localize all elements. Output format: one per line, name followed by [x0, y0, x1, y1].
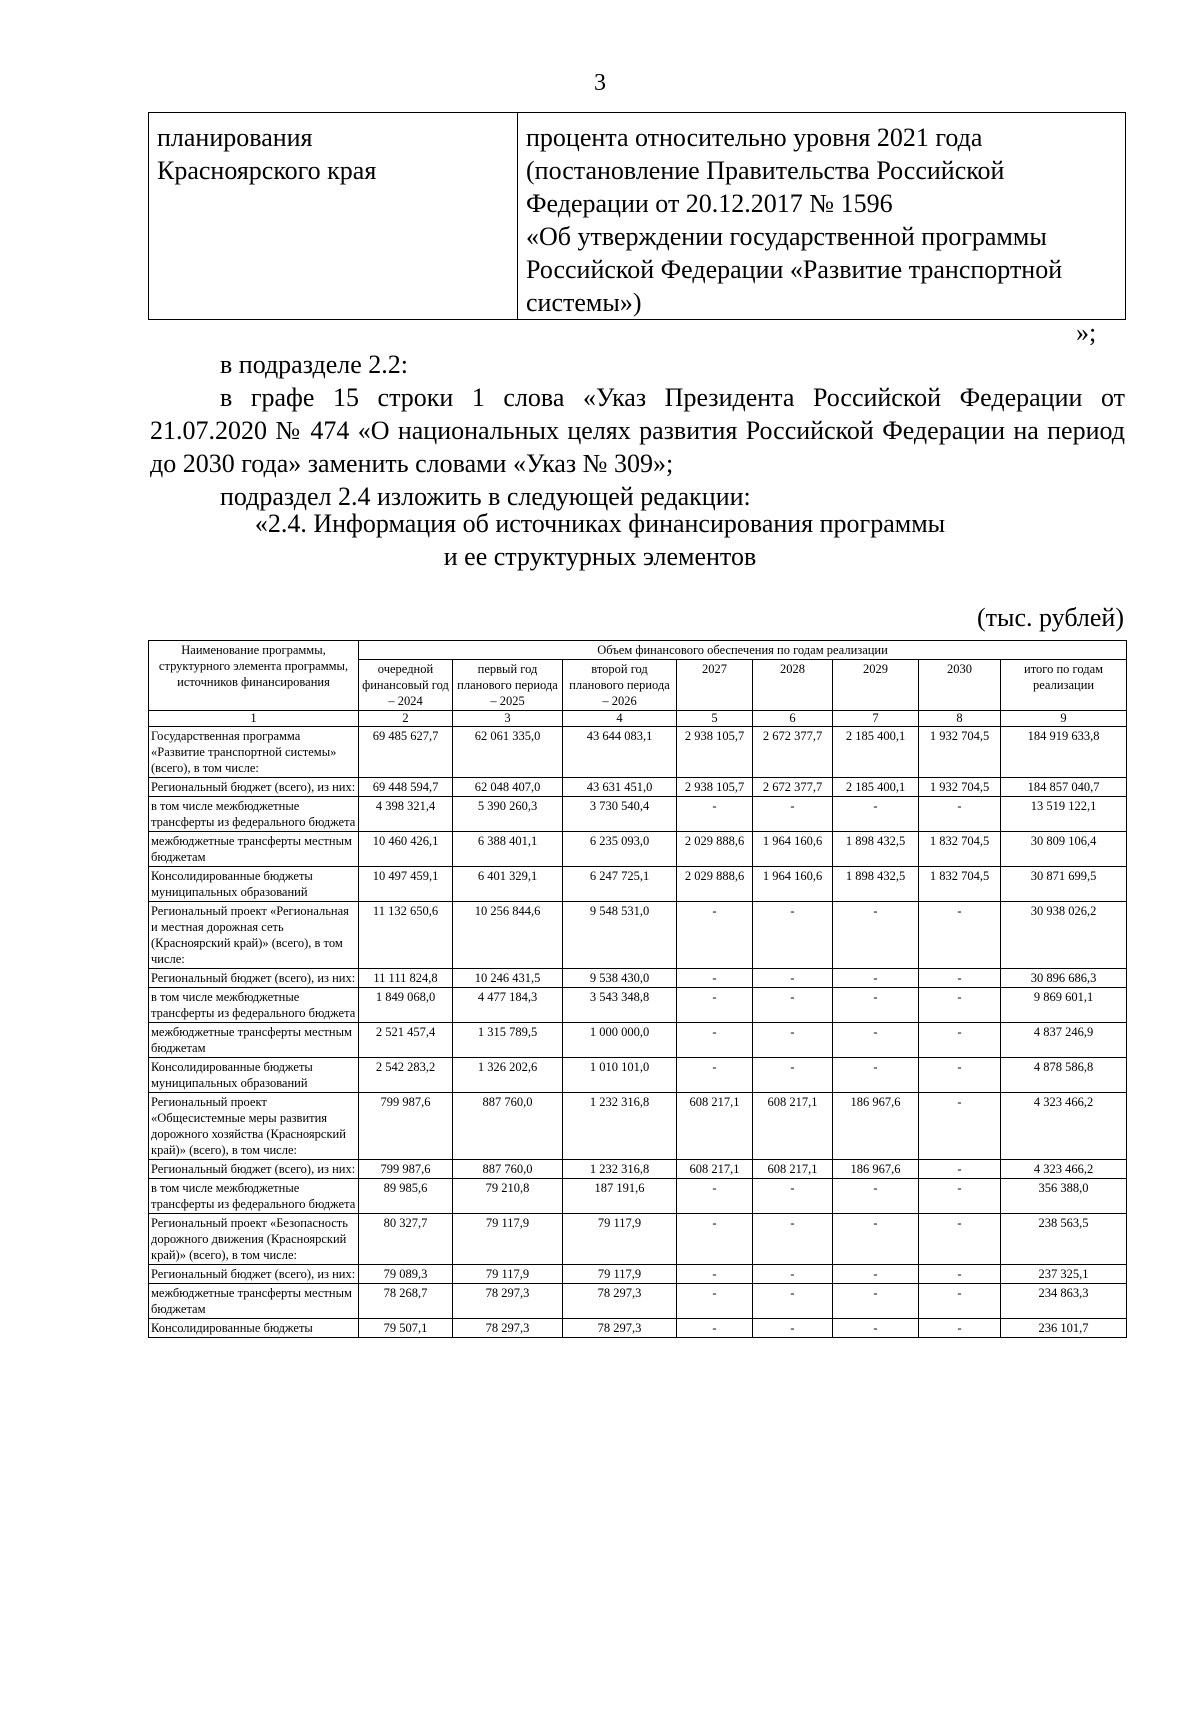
row-value: -: [753, 1214, 833, 1265]
row-value: -: [753, 1319, 833, 1338]
row-value: 89 985,6: [359, 1179, 453, 1214]
row-value: 799 987,6: [359, 1093, 453, 1160]
row-value: -: [919, 1179, 1001, 1214]
column-index: 9: [1001, 711, 1127, 727]
table-row: [149, 1284, 1127, 1319]
row-value: 11 111 824,8: [359, 969, 453, 988]
continuation-right-line: Федерации от 20.12.2017 № 1596: [526, 189, 893, 218]
table-row: [149, 1265, 1127, 1284]
row-value: -: [919, 1160, 1001, 1179]
row-name: Региональный бюджет (всего), из них:: [149, 969, 359, 988]
row-value: 1 315 789,5: [453, 1023, 563, 1058]
row-name: Консолидированные бюджеты: [149, 1319, 359, 1338]
row-value: -: [919, 1214, 1001, 1265]
row-total: 30 809 106,4: [1001, 832, 1127, 867]
row-value: 2 185 400,1: [833, 727, 919, 778]
row-value: -: [833, 1179, 919, 1214]
row-value: -: [753, 902, 833, 969]
continuation-right-line: системы»): [526, 288, 642, 317]
row-value: -: [677, 1265, 753, 1284]
row-value: 2 185 400,1: [833, 778, 919, 797]
row-value: 3 543 348,8: [563, 988, 677, 1023]
row-value: 1 232 316,8: [563, 1160, 677, 1179]
table-row: [149, 1179, 1127, 1214]
row-value: -: [919, 988, 1001, 1023]
column-index: 3: [453, 711, 563, 727]
row-name: в том числе межбюджетные трансферты из федерального бюджета: [149, 988, 359, 1023]
continuation-right-line: процента относительно уровня 2021 года: [526, 123, 983, 152]
row-value: 69 448 594,7: [359, 778, 453, 797]
row-name: Государственная программа «Развитие транспортной системы» (всего), в том числе:: [149, 727, 359, 778]
row-value: 608 217,1: [677, 1160, 753, 1179]
row-value: -: [753, 1058, 833, 1093]
row-value: -: [833, 1058, 919, 1093]
row-value: 2 938 105,7: [677, 778, 753, 797]
header-year: второй год планового периода – 2026: [563, 660, 677, 711]
paragraph-column-15: в графе 15 строки 1 слова «Указ Президента Российской Федерации от 21.07.2020 № 474 «О национальных целях развития Российской Федерации на период до 2030 года» заменить словами «Указ № 309»;: [150, 383, 1125, 478]
row-value: -: [677, 969, 753, 988]
financing-table: [148, 640, 1127, 1338]
row-value: 2 672 377,7: [753, 778, 833, 797]
continuation-left-cell: [149, 113, 518, 320]
row-value: 608 217,1: [677, 1093, 753, 1160]
row-value: -: [833, 1319, 919, 1338]
row-value: -: [833, 1265, 919, 1284]
row-value: 4 477 184,3: [453, 988, 563, 1023]
column-index: 8: [919, 711, 1001, 727]
row-name: межбюджетные трансферты местным бюджетам: [149, 1284, 359, 1319]
row-value: 79 210,8: [453, 1179, 563, 1214]
table-row: [149, 778, 1127, 797]
header-total: итого по годам реализации: [1001, 660, 1127, 711]
row-name: в том числе межбюджетные трансферты из федерального бюджета: [149, 1179, 359, 1214]
row-value: 78 297,3: [453, 1319, 563, 1338]
row-value: 5 390 260,3: [453, 797, 563, 832]
row-value: -: [677, 1319, 753, 1338]
row-value: -: [919, 1265, 1001, 1284]
row-value: 9 548 531,0: [563, 902, 677, 969]
row-total: 30 896 686,3: [1001, 969, 1127, 988]
table-row: [149, 988, 1127, 1023]
row-value: -: [833, 797, 919, 832]
row-value: 79 117,9: [453, 1265, 563, 1284]
row-value: 186 967,6: [833, 1160, 919, 1179]
row-value: -: [919, 1093, 1001, 1160]
continuation-right-line: (постановление Правительства Российской: [526, 156, 1005, 185]
row-value: 6 401 329,1: [453, 867, 563, 902]
row-name: Региональный бюджет (всего), из них:: [149, 1265, 359, 1284]
row-value: 2 029 888,6: [677, 867, 753, 902]
row-name: межбюджетные трансферты местным бюджетам: [149, 832, 359, 867]
table-row: [149, 1214, 1127, 1265]
row-value: 887 760,0: [453, 1160, 563, 1179]
continuation-right-cell: [518, 113, 1126, 320]
row-value: -: [919, 1058, 1001, 1093]
header-year: очередной финансовый год – 2024: [359, 660, 453, 711]
row-value: -: [753, 1179, 833, 1214]
row-value: -: [677, 1179, 753, 1214]
row-value: 78 297,3: [453, 1284, 563, 1319]
row-value: 1 932 704,5: [919, 778, 1001, 797]
row-value: 887 760,0: [453, 1093, 563, 1160]
continuation-left-line: Красноярского края: [157, 156, 377, 185]
column-index: 1: [149, 711, 359, 727]
continuation-table: [148, 112, 1126, 320]
row-value: -: [677, 902, 753, 969]
column-index: 6: [753, 711, 833, 727]
row-value: 6 247 725,1: [563, 867, 677, 902]
row-value: -: [677, 988, 753, 1023]
page-number: 3: [594, 70, 606, 96]
row-value: 1 832 704,5: [919, 867, 1001, 902]
header-group: Объем финансового обеспечения по годам реализации: [359, 641, 1127, 660]
header-name: Наименование программы, структурного элемента программы, источников финансирования: [149, 641, 359, 711]
row-total: 4 323 466,2: [1001, 1160, 1127, 1179]
row-value: 1 832 704,5: [919, 832, 1001, 867]
row-value: 69 485 627,7: [359, 727, 453, 778]
row-total: 237 325,1: [1001, 1265, 1127, 1284]
header-year: 2030: [919, 660, 1001, 711]
row-value: 10 460 426,1: [359, 832, 453, 867]
row-value: 1 010 101,0: [563, 1058, 677, 1093]
row-value: -: [677, 1284, 753, 1319]
column-index: 5: [677, 711, 753, 727]
row-total: 4 323 466,2: [1001, 1093, 1127, 1160]
row-value: 10 497 459,1: [359, 867, 453, 902]
row-value: 2 029 888,6: [677, 832, 753, 867]
unit-label: (тыс. рублей): [976, 603, 1124, 632]
row-value: -: [753, 969, 833, 988]
table-row: [149, 1058, 1127, 1093]
row-value: -: [919, 797, 1001, 832]
row-value: 799 987,6: [359, 1160, 453, 1179]
row-value: 62 048 407,0: [453, 778, 563, 797]
row-name: Региональный бюджет (всего), из них:: [149, 778, 359, 797]
row-value: 2 542 283,2: [359, 1058, 453, 1093]
row-total: 238 563,5: [1001, 1214, 1127, 1265]
header-year: первый год планового периода – 2025: [453, 660, 563, 711]
row-name: Региональный проект «Общесистемные меры развития дорожного хозяйства (Красноярский край)» (всего), в том числе:: [149, 1093, 359, 1160]
row-value: -: [753, 988, 833, 1023]
row-value: -: [677, 797, 753, 832]
row-value: 1 898 432,5: [833, 867, 919, 902]
row-value: 10 246 431,5: [453, 969, 563, 988]
row-total: 9 869 601,1: [1001, 988, 1127, 1023]
row-value: -: [677, 1214, 753, 1265]
row-value: -: [833, 969, 919, 988]
row-value: -: [677, 1023, 753, 1058]
paragraph-subsection-22: в подразделе 2.2:: [220, 350, 409, 379]
continuation-right-line: «Об утверждении государственной программы: [526, 222, 1047, 251]
row-value: -: [753, 1284, 833, 1319]
row-value: -: [919, 1023, 1001, 1058]
section-title: [0, 507, 1200, 573]
row-value: 79 089,3: [359, 1265, 453, 1284]
row-value: 4 398 321,4: [359, 797, 453, 832]
row-total: 4 837 246,9: [1001, 1023, 1127, 1058]
section-title-line-2: и ее структурных элементов: [443, 542, 757, 571]
row-name: Консолидированные бюджеты муниципальных образований: [149, 867, 359, 902]
row-value: 187 191,6: [563, 1179, 677, 1214]
table-row: [149, 1160, 1127, 1179]
row-name: Региональный проект «Региональная и местная дорожная сеть (Красноярский край)» (всего), в том числе:: [149, 902, 359, 969]
row-value: 2 938 105,7: [677, 727, 753, 778]
table-row: [149, 902, 1127, 969]
row-value: 62 061 335,0: [453, 727, 563, 778]
row-value: 79 507,1: [359, 1319, 453, 1338]
row-value: 608 217,1: [753, 1160, 833, 1179]
continuation-right-line: Российской Федерации «Развитие транспортной: [526, 255, 1063, 284]
financing-table-body: [149, 727, 1127, 1338]
row-total: 236 101,7: [1001, 1319, 1127, 1338]
column-index: 2: [359, 711, 453, 727]
row-total: 356 388,0: [1001, 1179, 1127, 1214]
row-name: в том числе межбюджетные трансферты из федерального бюджета: [149, 797, 359, 832]
row-value: 6 388 401,1: [453, 832, 563, 867]
row-value: 2 521 457,4: [359, 1023, 453, 1058]
row-total: 234 863,3: [1001, 1284, 1127, 1319]
table-row: [149, 867, 1127, 902]
row-value: -: [753, 1265, 833, 1284]
row-value: -: [677, 1058, 753, 1093]
row-value: 1 326 202,6: [453, 1058, 563, 1093]
row-value: -: [753, 1023, 833, 1058]
row-value: 1 964 160,6: [753, 832, 833, 867]
row-total: 13 519 122,1: [1001, 797, 1127, 832]
row-value: 11 132 650,6: [359, 902, 453, 969]
row-total: 30 938 026,2: [1001, 902, 1127, 969]
row-value: -: [833, 1023, 919, 1058]
row-total: 4 878 586,8: [1001, 1058, 1127, 1093]
column-index: 7: [833, 711, 919, 727]
row-total: 30 871 699,5: [1001, 867, 1127, 902]
row-value: 608 217,1: [753, 1093, 833, 1160]
row-name: межбюджетные трансферты местным бюджетам: [149, 1023, 359, 1058]
row-value: 1 932 704,5: [919, 727, 1001, 778]
row-value: 79 117,9: [563, 1265, 677, 1284]
row-value: 78 297,3: [563, 1319, 677, 1338]
row-value: 1 964 160,6: [753, 867, 833, 902]
row-value: 10 256 844,6: [453, 902, 563, 969]
row-value: 9 538 430,0: [563, 969, 677, 988]
row-value: -: [833, 1284, 919, 1319]
row-value: -: [753, 797, 833, 832]
row-value: 78 297,3: [563, 1284, 677, 1319]
row-value: 43 631 451,0: [563, 778, 677, 797]
table-row: [149, 1319, 1127, 1338]
row-value: 6 235 093,0: [563, 832, 677, 867]
row-total: 184 857 040,7: [1001, 778, 1127, 797]
row-name: Консолидированные бюджеты муниципальных образований: [149, 1058, 359, 1093]
row-value: 79 117,9: [453, 1214, 563, 1265]
table-row: [149, 969, 1127, 988]
row-value: 78 268,7: [359, 1284, 453, 1319]
table-row: [149, 727, 1127, 778]
row-value: 2 672 377,7: [753, 727, 833, 778]
row-name: Региональный проект «Безопасность дорожного движения (Красноярский край)» (всего), в том числе:: [149, 1214, 359, 1265]
section-title-line-1: «2.4. Информация об источниках финансирования программы: [254, 509, 946, 538]
row-value: 1 000 000,0: [563, 1023, 677, 1058]
continuation-left-line: планирования: [157, 123, 313, 152]
row-value: -: [833, 902, 919, 969]
row-value: 186 967,6: [833, 1093, 919, 1160]
header-year: 2027: [677, 660, 753, 711]
column-index: 4: [563, 711, 677, 727]
body-text: [150, 348, 1125, 513]
row-value: 1 898 432,5: [833, 832, 919, 867]
row-value: -: [833, 988, 919, 1023]
paragraph-subsection-24: подраздел 2.4 изложить в следующей редакции:: [220, 482, 751, 511]
table-row: [149, 832, 1127, 867]
header-year: 2028: [753, 660, 833, 711]
table-row: [149, 797, 1127, 832]
row-name: Региональный бюджет (всего), из них:: [149, 1160, 359, 1179]
row-value: -: [833, 1214, 919, 1265]
row-value: 43 644 083,1: [563, 727, 677, 778]
row-value: 3 730 540,4: [563, 797, 677, 832]
row-value: 80 327,7: [359, 1214, 453, 1265]
row-value: -: [919, 1319, 1001, 1338]
row-value: -: [919, 1284, 1001, 1319]
table-row: [149, 1093, 1127, 1160]
row-total: 184 919 633,8: [1001, 727, 1127, 778]
row-value: 1 232 316,8: [563, 1093, 677, 1160]
row-value: 1 849 068,0: [359, 988, 453, 1023]
closing-quote: »;: [1076, 318, 1097, 347]
row-value: -: [919, 902, 1001, 969]
row-value: -: [919, 969, 1001, 988]
header-year: 2029: [833, 660, 919, 711]
table-row: [149, 1023, 1127, 1058]
row-value: 79 117,9: [563, 1214, 677, 1265]
